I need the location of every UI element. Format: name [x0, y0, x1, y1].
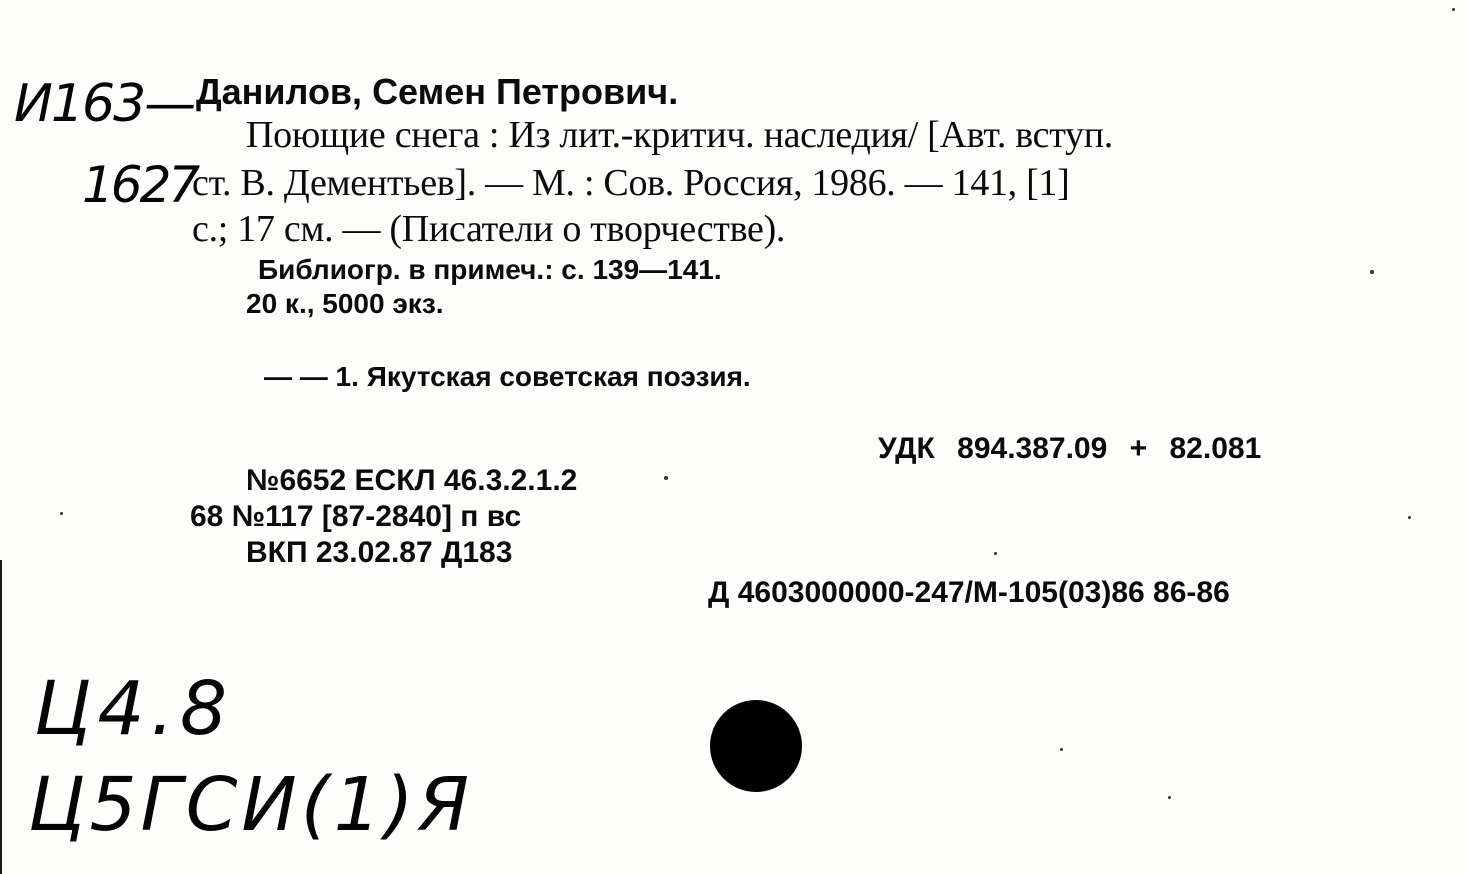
note-bibliography: Библиогр. в примеч.: с. 139—141.: [258, 254, 722, 285]
scan-speck: [664, 476, 668, 480]
scan-speck: [1408, 516, 1411, 519]
handwritten-shelf-top: И163—: [14, 74, 195, 134]
title-line-3: с.; 17 см. — (Писатели о творчестве).: [192, 208, 786, 250]
scan-speck: [1060, 748, 1063, 751]
subject-heading: — — 1. Якутская советская поэзия.: [264, 361, 751, 392]
handwritten-classification-1: Ц4.8: [34, 666, 234, 752]
catalog-line-3: ВКП 23.02.87 Д183: [246, 536, 513, 569]
card-edge: [0, 560, 2, 874]
handwritten-shelf-number: 1627: [82, 156, 198, 214]
publisher-code: Д 4603000000-247/М-105(03)86 86-86: [708, 576, 1230, 609]
scan-speck: [1168, 796, 1171, 799]
handwritten-classification-2: Ц5ГСИ(1)Я: [28, 762, 474, 848]
catalog-line-1: №6652 ЕСКЛ 46.3.2.1.2: [246, 464, 578, 497]
note-price: 20 к., 5000 экз.: [246, 288, 444, 319]
scan-speck: [994, 552, 997, 555]
title-line-2: ст. В. Дементьев]. — М. : Сов. Россия, 1986. — 141, [1]: [192, 162, 1070, 204]
punch-hole: [710, 700, 802, 792]
udk-code: УДК 894.387.09 + 82.081: [878, 432, 1262, 465]
title-line-1: Поющие снега : Из лит.-критич. наследия/ [Авт. вступ.: [246, 114, 1113, 156]
catalog-line-2: 68 №117 [87-2840] п вс: [190, 500, 522, 533]
scan-speck: [1452, 8, 1455, 11]
author-heading: Данилов, Семен Петрович.: [196, 71, 679, 112]
scan-speck: [60, 512, 63, 515]
scan-speck: [1370, 270, 1374, 274]
